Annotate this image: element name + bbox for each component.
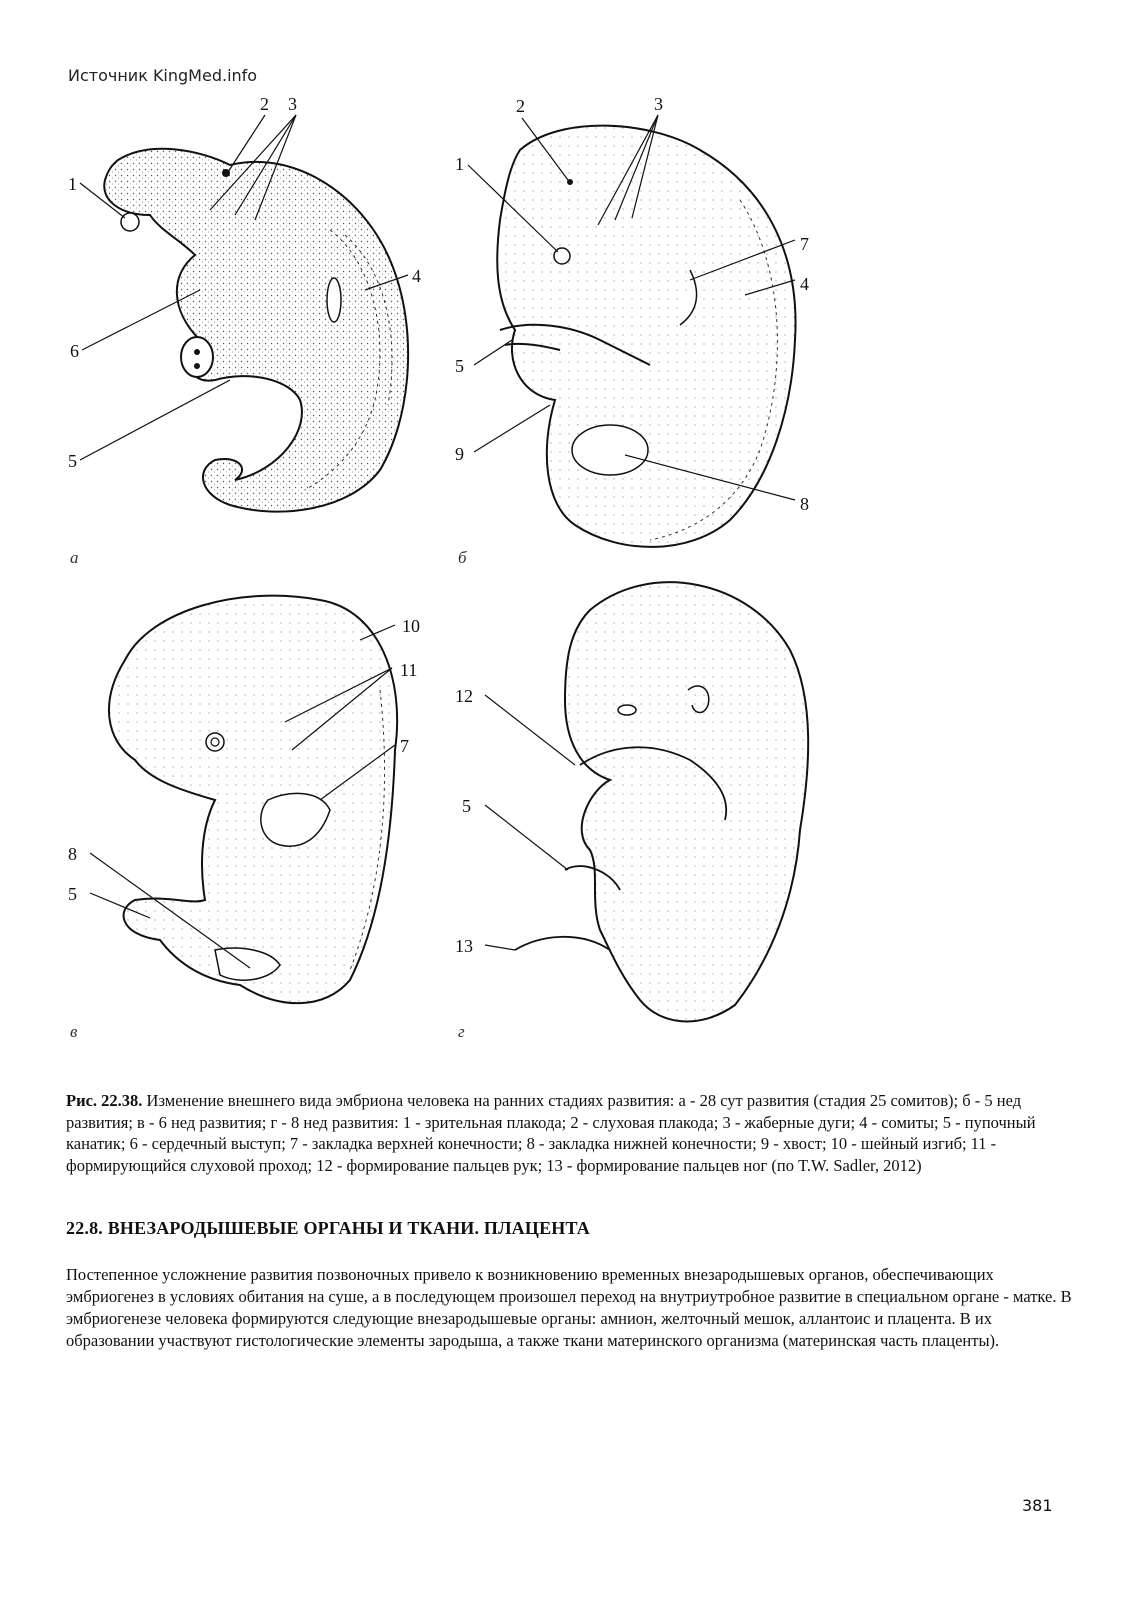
svg-text:5: 5 (68, 884, 77, 904)
panel-letter-v: в (70, 1022, 78, 1041)
svg-text:8: 8 (800, 494, 809, 514)
svg-text:1: 1 (455, 154, 464, 174)
svg-text:4: 4 (412, 266, 421, 286)
svg-text:5: 5 (455, 356, 464, 376)
svg-text:8: 8 (68, 844, 77, 864)
svg-text:13: 13 (455, 936, 473, 956)
svg-text:3: 3 (654, 94, 663, 114)
panel-letter-a: а (70, 548, 79, 567)
svg-text:3: 3 (288, 94, 297, 114)
svg-text:12: 12 (455, 686, 473, 706)
svg-text:4: 4 (800, 274, 809, 294)
embryo-panel-a (68, 94, 421, 512)
svg-text:10: 10 (402, 616, 420, 636)
embryo-panel-v (68, 596, 420, 1003)
svg-text:6: 6 (70, 341, 79, 361)
svg-text:7: 7 (400, 736, 409, 756)
svg-text:5: 5 (462, 796, 471, 816)
svg-text:11: 11 (400, 660, 418, 680)
embryo-panel-g (455, 582, 808, 1021)
caption-text: Изменение внешнего вида эмбриона человека на ранних стадиях развития: а - 28 сут развития (стадия 25 сомитов); б - 5 нед развития; в - 6 нед развития; г - 8 нед развития: 1 - зрительная плакода; 2 - слуховая плакода; 3 - жаберные дуги; 4 - сомиты; 5 - пупочный канатик; 6 - сердечный выступ; 7 - закладка верхней конечности; 8 - закладка нижней конечности; 9 - хвост; 10 - шейный изгиб; 11 - формирующийся слуховой проход; 12 - формирование пальцев рук; 13 - формирование пальцев ног (по T.W. Sadler, 2012) (66, 1091, 1036, 1175)
embryo-panel-b (455, 94, 809, 547)
source-label: Источник KingMed.info (68, 66, 258, 85)
panel-letter-g: г (458, 1022, 465, 1041)
section-heading: 22.8. ВНЕЗАРОДЫШЕВЫЕ ОРГАНЫ И ТКАНИ. ПЛАЦЕНТА (66, 1218, 590, 1238)
figure-caption (66, 1090, 1066, 1176)
svg-text:7: 7 (800, 234, 809, 254)
svg-text:2: 2 (516, 96, 525, 116)
svg-text:1: 1 (68, 174, 77, 194)
section-paragraph: Постепенное усложнение развития позвоночных привело к возникновению временных внезародышевых органов, обеспечивающих эмбриогенез в условиях обитания на суше, а в последующем произошел переход на внутриутробное развитие в специальном органе - матке. В эмбриогенезе человека формируются следующие внезародышевые органы: амнион, желточный мешок, аллантоис и плацента. В их образовании участвуют гистологические элементы зародыша, а также ткани материнского организма (материнская часть плаценты). (66, 1265, 1072, 1350)
caption-number: Рис. 22.38. (66, 1091, 143, 1110)
svg-text:5: 5 (68, 451, 77, 471)
svg-text:2: 2 (260, 94, 269, 114)
svg-text:9: 9 (455, 444, 464, 464)
panel-letter-b: б (458, 548, 467, 567)
page-number: 381 (1022, 1496, 1053, 1515)
